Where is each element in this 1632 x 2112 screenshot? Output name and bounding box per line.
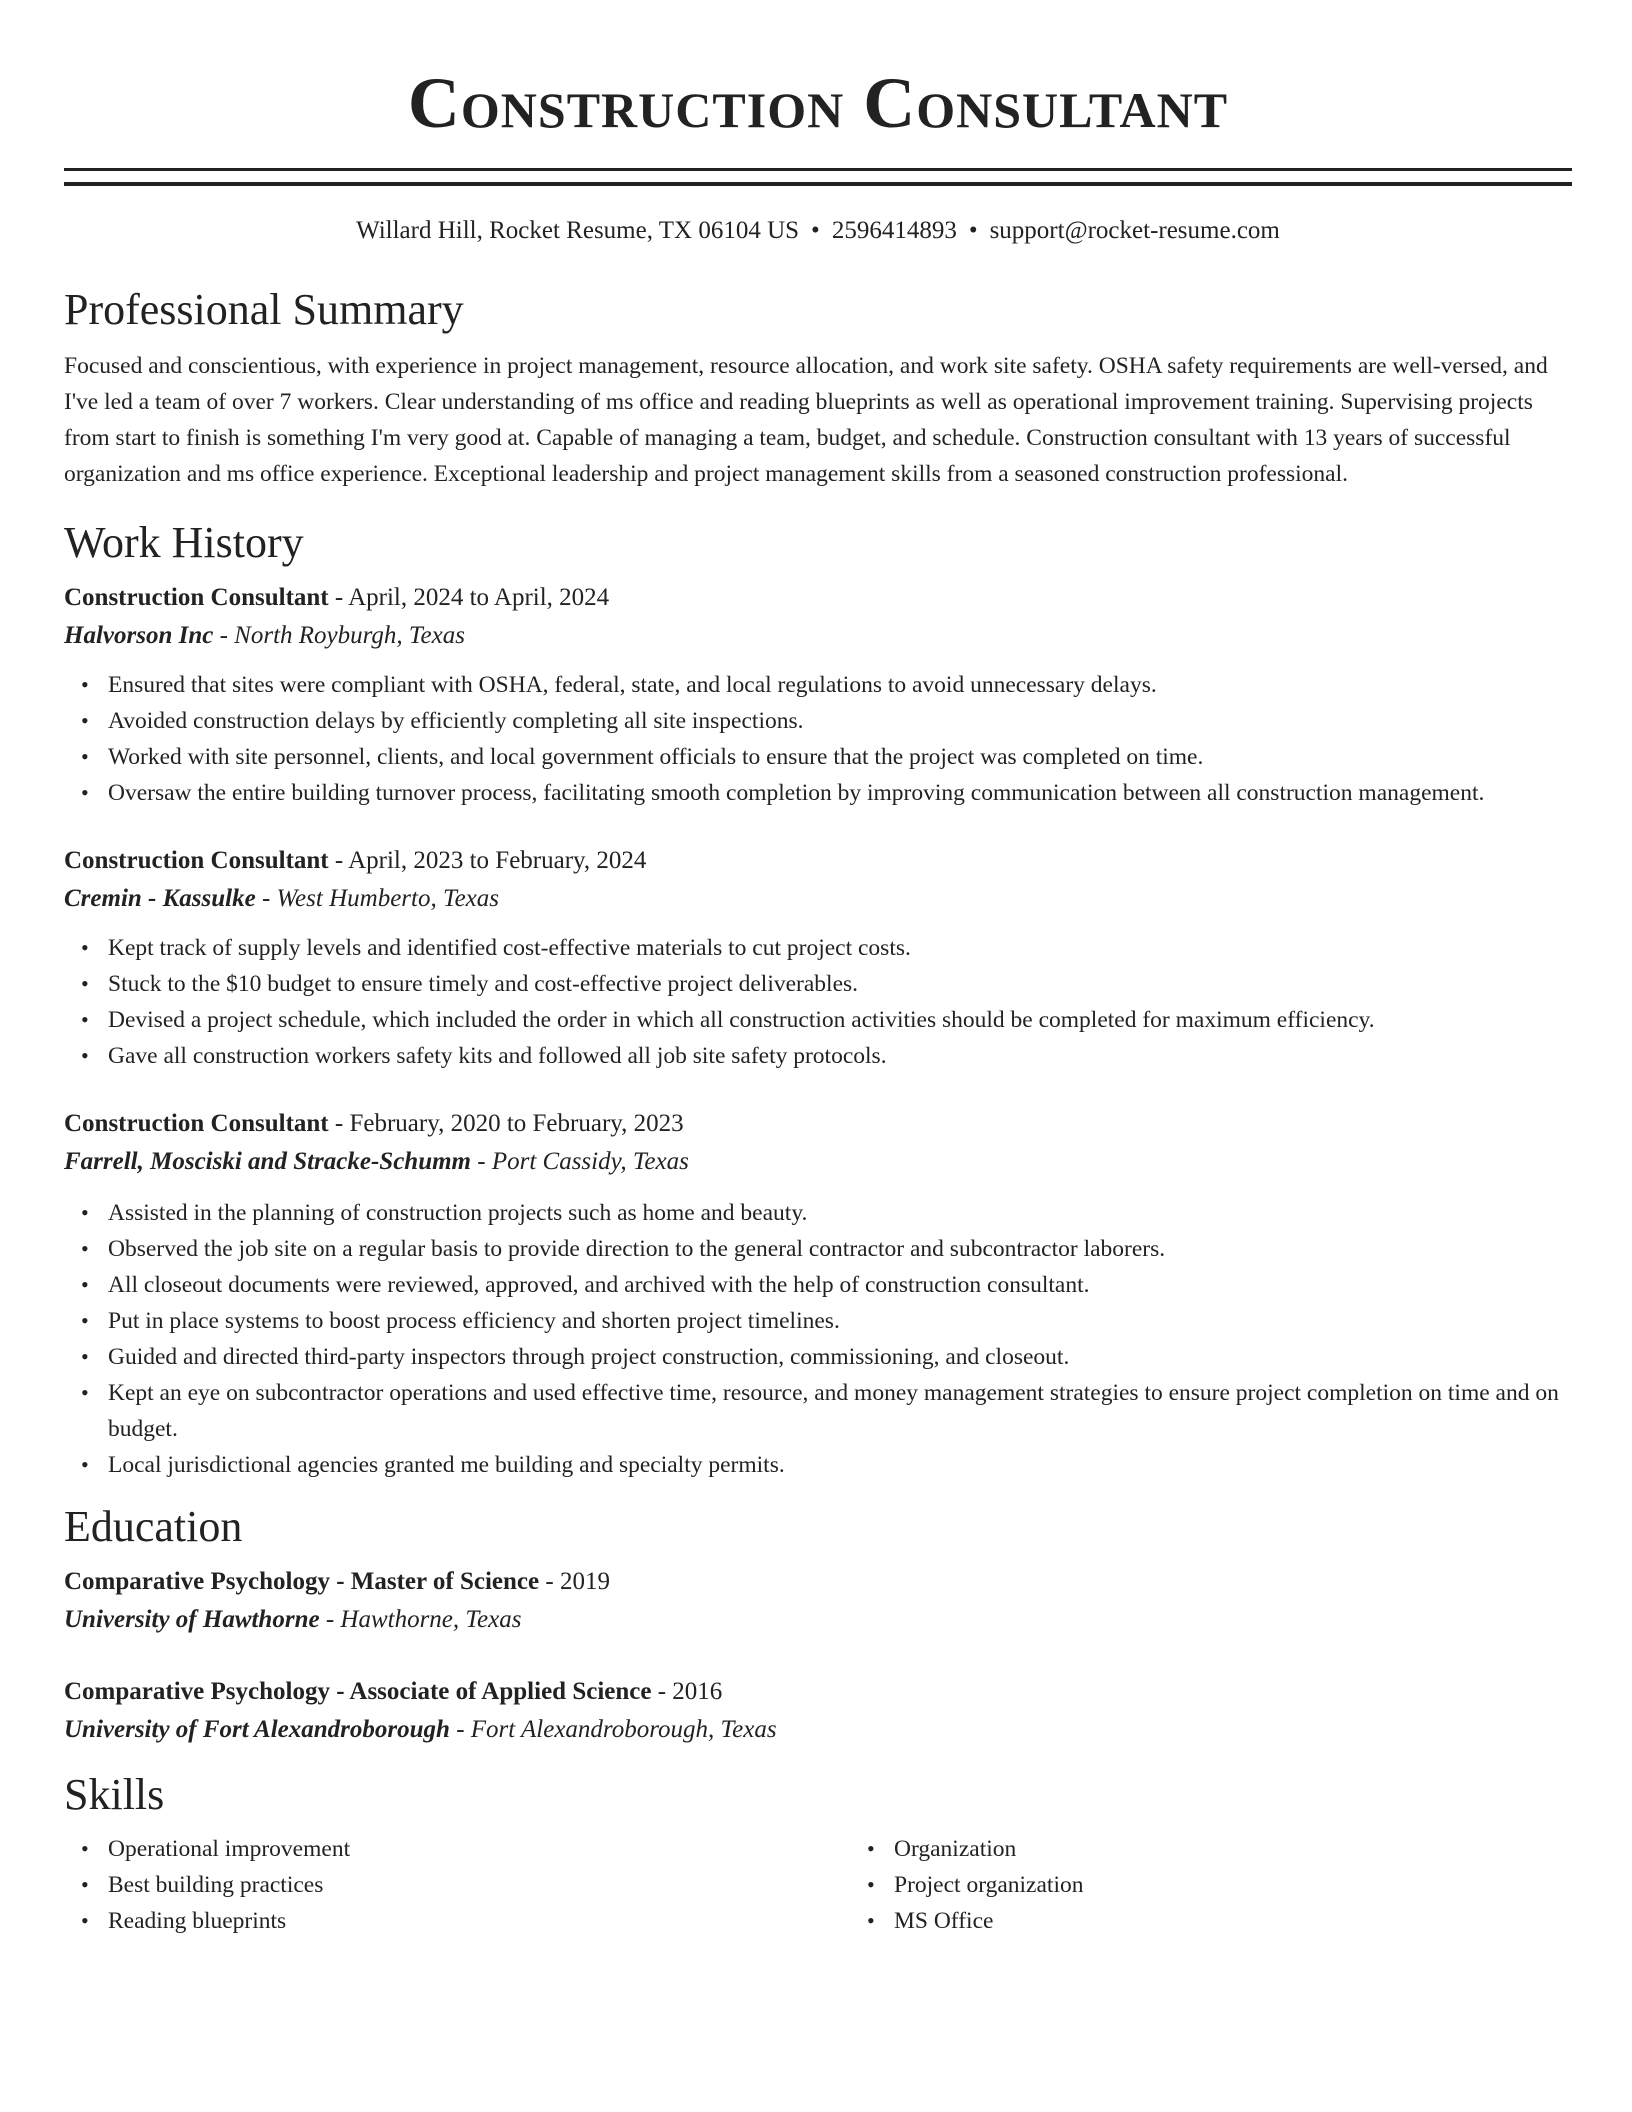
skill-item: • Operational improvement xyxy=(108,1831,850,1867)
job-company-line xyxy=(64,880,1572,918)
resume-name: Construction Consultant xyxy=(407,63,1229,143)
section-title-skills: Skills xyxy=(64,1770,165,1819)
job-location: - North Royburgh, Texas xyxy=(213,622,465,649)
skills-list-right xyxy=(850,1831,1632,1939)
job-bullets xyxy=(64,667,1572,811)
list-item: • Kept track of supply levels and identified cost-effective materials to cut project costs. xyxy=(108,930,1572,966)
list-item: • Assisted in the planning of construction projects such as home and beauty. xyxy=(108,1195,1572,1231)
skill-item: • MS Office xyxy=(894,1903,1632,1939)
skill-item: • Reading blueprints xyxy=(108,1903,850,1939)
education-location: - Hawthorne, Texas xyxy=(319,1606,522,1633)
education-degree: Comparative Psychology - Associate of Applied Science xyxy=(64,1678,652,1705)
education-school: University of Fort Alexandroborough xyxy=(64,1716,450,1743)
job-company-line xyxy=(64,1143,1572,1181)
list-item: • Oversaw the entire building turnover process, facilitating smooth completion by improving communication between all construction management. xyxy=(108,775,1572,811)
section-title-education: Education xyxy=(64,1502,243,1551)
contact-separator: • xyxy=(968,217,978,244)
contact-email: support@rocket-resume.com xyxy=(989,217,1280,244)
job-entry xyxy=(64,579,1572,811)
job-title-line xyxy=(64,1105,1572,1143)
contact-separator: • xyxy=(811,217,820,244)
job-role: Construction Consultant xyxy=(64,847,329,874)
job-company-line xyxy=(64,617,1572,655)
education-degree-line xyxy=(64,1673,1572,1711)
job-bullets xyxy=(64,930,1572,1074)
job-location: - West Humberto, Texas xyxy=(255,885,499,912)
education-school-line xyxy=(64,1601,1572,1639)
job-company: Farrell, Mosciski and Stracke-Schumm xyxy=(64,1148,471,1175)
contact-address: Willard Hill, Rocket Resume, TX 06104 US xyxy=(356,217,800,244)
list-item: • Guided and directed third-party inspectors through project construction, commissioning, and closeout. xyxy=(108,1339,1572,1375)
education-year: - 2019 xyxy=(539,1568,610,1595)
list-item: • Local jurisdictional agencies granted me building and specialty permits. xyxy=(108,1447,1572,1483)
job-title-line xyxy=(64,842,1572,880)
job-role: Construction Consultant xyxy=(64,584,329,611)
list-item: • Kept an eye on subcontractor operations and used effective time, resource, and money management strategies to ensure project completion on time and on budget. xyxy=(108,1375,1572,1447)
education-degree: Comparative Psychology - Master of Science xyxy=(64,1568,540,1595)
resume-page xyxy=(64,0,1572,1939)
skill-item: • Project organization xyxy=(894,1867,1632,1903)
skill-item: • Best building practices xyxy=(108,1867,850,1903)
job-role: Construction Consultant xyxy=(64,1110,329,1137)
education-year: - 2016 xyxy=(651,1678,723,1705)
list-item: • Put in place systems to boost process efficiency and shorten project timelines. xyxy=(108,1303,1572,1339)
job-dates: - April, 2023 to February, 2024 xyxy=(328,847,647,874)
list-item: • Stuck to the $10 budget to ensure timely and cost-effective project deliverables. xyxy=(108,966,1572,1002)
skill-item: • Organization xyxy=(894,1831,1632,1867)
list-item: • Devised a project schedule, which included the order in which all construction activities should be completed for maximum efficiency. xyxy=(108,1002,1572,1038)
contact-phone: 2596414893 xyxy=(831,217,957,244)
section-title-work-history: Work History xyxy=(64,518,304,567)
list-item: • All closeout documents were reviewed, approved, and archived with the help of construction consultant. xyxy=(108,1267,1572,1303)
job-dates: - February, 2020 to February, 2023 xyxy=(328,1110,684,1137)
job-entry xyxy=(64,1105,1572,1483)
skills-columns xyxy=(64,1831,1572,1939)
job-dates: - April, 2024 to April, 2024 xyxy=(328,584,610,611)
education-school-line xyxy=(64,1711,1572,1749)
job-entry xyxy=(64,842,1572,1074)
job-title-line xyxy=(64,579,1572,617)
education-entry xyxy=(64,1673,1572,1749)
education-location: - Fort Alexandroborough, Texas xyxy=(449,1716,777,1743)
section-title-summary: Professional Summary xyxy=(64,285,464,334)
list-item: • Observed the job site on a regular basis to provide direction to the general contractor and subcontractor laborers. xyxy=(108,1231,1572,1267)
education-degree-line xyxy=(64,1563,1572,1601)
list-item: • Avoided construction delays by efficiently completing all site inspections. xyxy=(108,703,1572,739)
job-bullets xyxy=(64,1195,1572,1483)
list-item: • Gave all construction workers safety kits and followed all job site safety protocols. xyxy=(108,1038,1572,1074)
education-school: University of Hawthorne xyxy=(64,1606,320,1633)
job-company: Cremin - Kassulke xyxy=(64,885,256,912)
contact-line xyxy=(64,216,1572,246)
header-double-rule xyxy=(64,168,1572,186)
job-company: Halvorson Inc xyxy=(64,622,214,649)
list-item: • Worked with site personnel, clients, and local government officials to ensure that the project was completed on time. xyxy=(108,739,1572,775)
education-entry xyxy=(64,1563,1572,1639)
job-location: - Port Cassidy, Texas xyxy=(471,1148,689,1175)
skills-list-left xyxy=(64,1831,850,1939)
summary-text: Focused and conscientious, with experience in project management, resource allocation, and work site safety. OSHA safety requirements are well-versed, and I've led a team of over 7 workers. Clear understanding of ms office and reading blueprints as well as operational improvement training. Supervising projects from start to finish is something I'm very good at. Capable of managing a team, budget, and schedule. Construction consultant with 13 years of successful organization and ms office experience. Exceptional leadership and project management skills from a seasoned construction professional. xyxy=(64,353,1548,487)
list-item: • Ensured that sites were compliant with OSHA, federal, state, and local regulations to avoid unnecessary delays. xyxy=(108,667,1572,703)
